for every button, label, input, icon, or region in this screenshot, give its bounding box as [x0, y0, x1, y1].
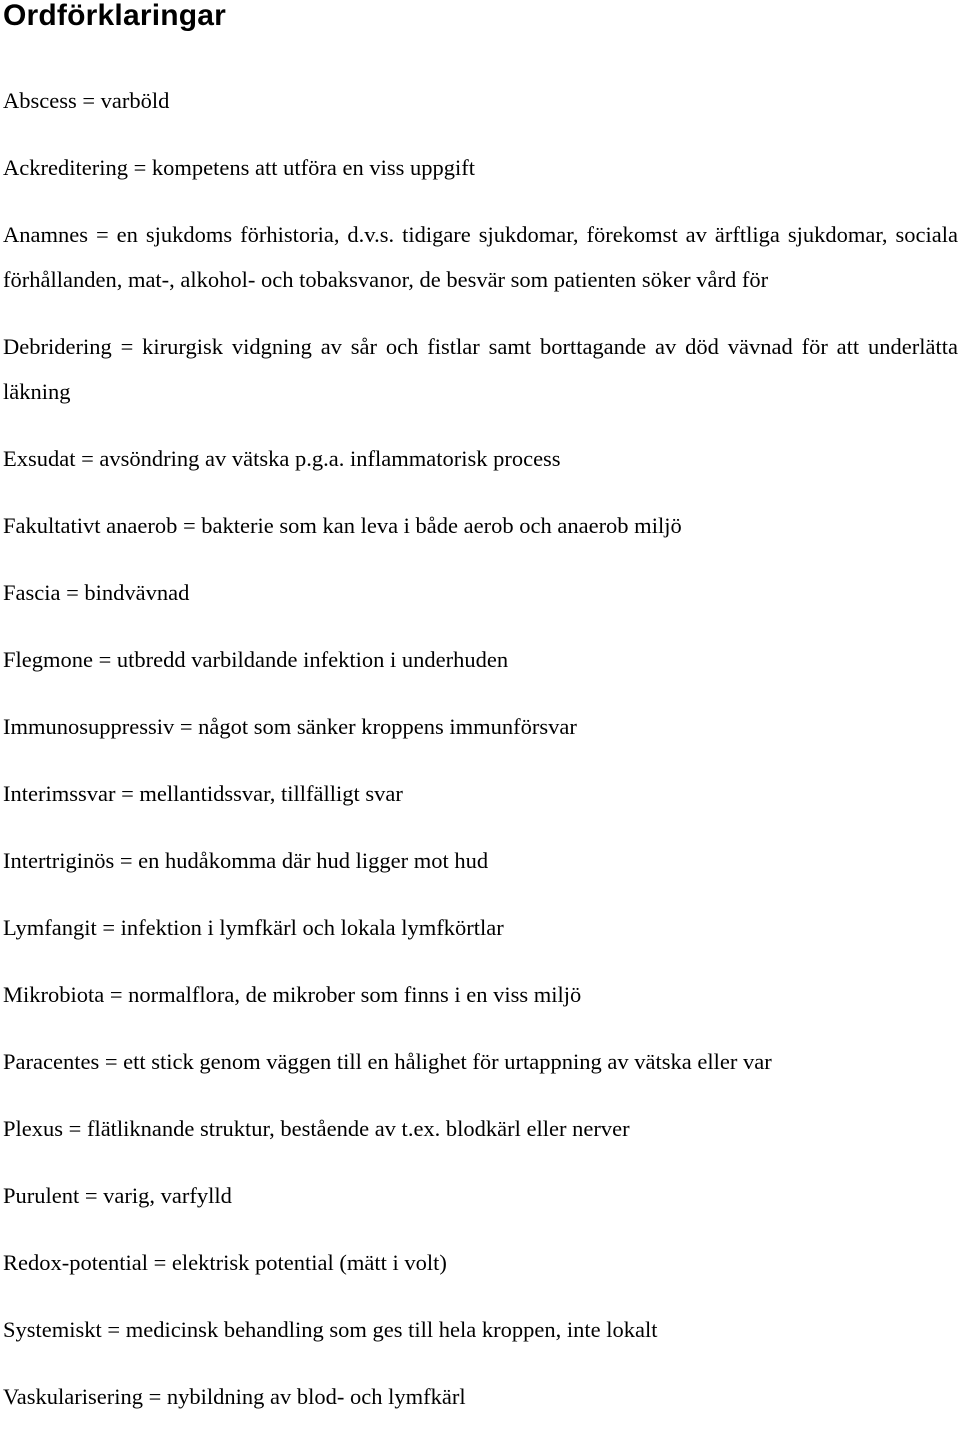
glossary-list	[3, 78, 958, 1419]
glossary-entry-flegmone: Flegmone = utbredd varbildande infektion i underhuden	[3, 647, 509, 672]
glossary-entry-ackreditering: Ackreditering = kompetens att utföra en viss uppgift	[3, 155, 475, 180]
glossary-entry-fakultativt-anaerob: Fakultativt anaerob = bakterie som kan leva i både aerob och anaerob miljö	[3, 513, 682, 538]
glossary-entry-systemiskt: Systemiskt = medicinsk behandling som ges till hela kroppen, inte lokalt	[3, 1317, 658, 1342]
glossary-entry-redox-potential: Redox-potential = elektrisk potential (mätt i volt)	[3, 1250, 447, 1275]
glossary-entry-exsudat: Exsudat = avsöndring av vätska p.g.a. inflammatorisk process	[3, 446, 561, 471]
page-title: Ordförklaringar	[3, 0, 227, 32]
glossary-entry-vaskularisering: Vaskularisering = nybildning av blod- och lymfkärl	[3, 1384, 466, 1409]
glossary-entry-mikrobiota: Mikrobiota = normalflora, de mikrober som finns i en viss miljö	[3, 982, 582, 1007]
glossary-entry-intertriginos: Intertriginös = en hudåkomma där hud ligger mot hud	[3, 848, 489, 873]
glossary-entry-debridering: Debridering = kirurgisk vidgning av sår och fistlar samt borttagande av död vävnad för att underlätta läkning	[3, 334, 958, 404]
glossary-entry-abscess: Abscess = varböld	[3, 88, 170, 113]
glossary-entry-plexus: Plexus = flätliknande struktur, bestående av t.ex. blodkärl eller nerver	[3, 1116, 630, 1141]
glossary-entry-lymfangit: Lymfangit = infektion i lymfkärl och lokala lymfkörtlar	[3, 915, 504, 940]
glossary-entry-anamnes: Anamnes = en sjukdoms förhistoria, d.v.s. tidigare sjukdomar, förekomst av ärftliga sjukdomar, sociala förhållanden, mat-, alkohol- och tobaksvanor, de besvär som patienten söker vård för	[3, 222, 958, 292]
glossary-entry-purulent: Purulent = varig, varfylld	[3, 1183, 232, 1208]
glossary-entry-immunosuppressiv: Immunosuppressiv = något som sänker kroppens immunförsvar	[3, 714, 577, 739]
glossary-entry-fascia: Fascia = bindvävnad	[3, 580, 190, 605]
glossary-entry-interimssvar: Interimssvar = mellantidssvar, tillfälligt svar	[3, 781, 403, 806]
glossary-entry-paracentes: Paracentes = ett stick genom väggen till en hålighet för urtappning av vätska eller var	[3, 1049, 772, 1074]
